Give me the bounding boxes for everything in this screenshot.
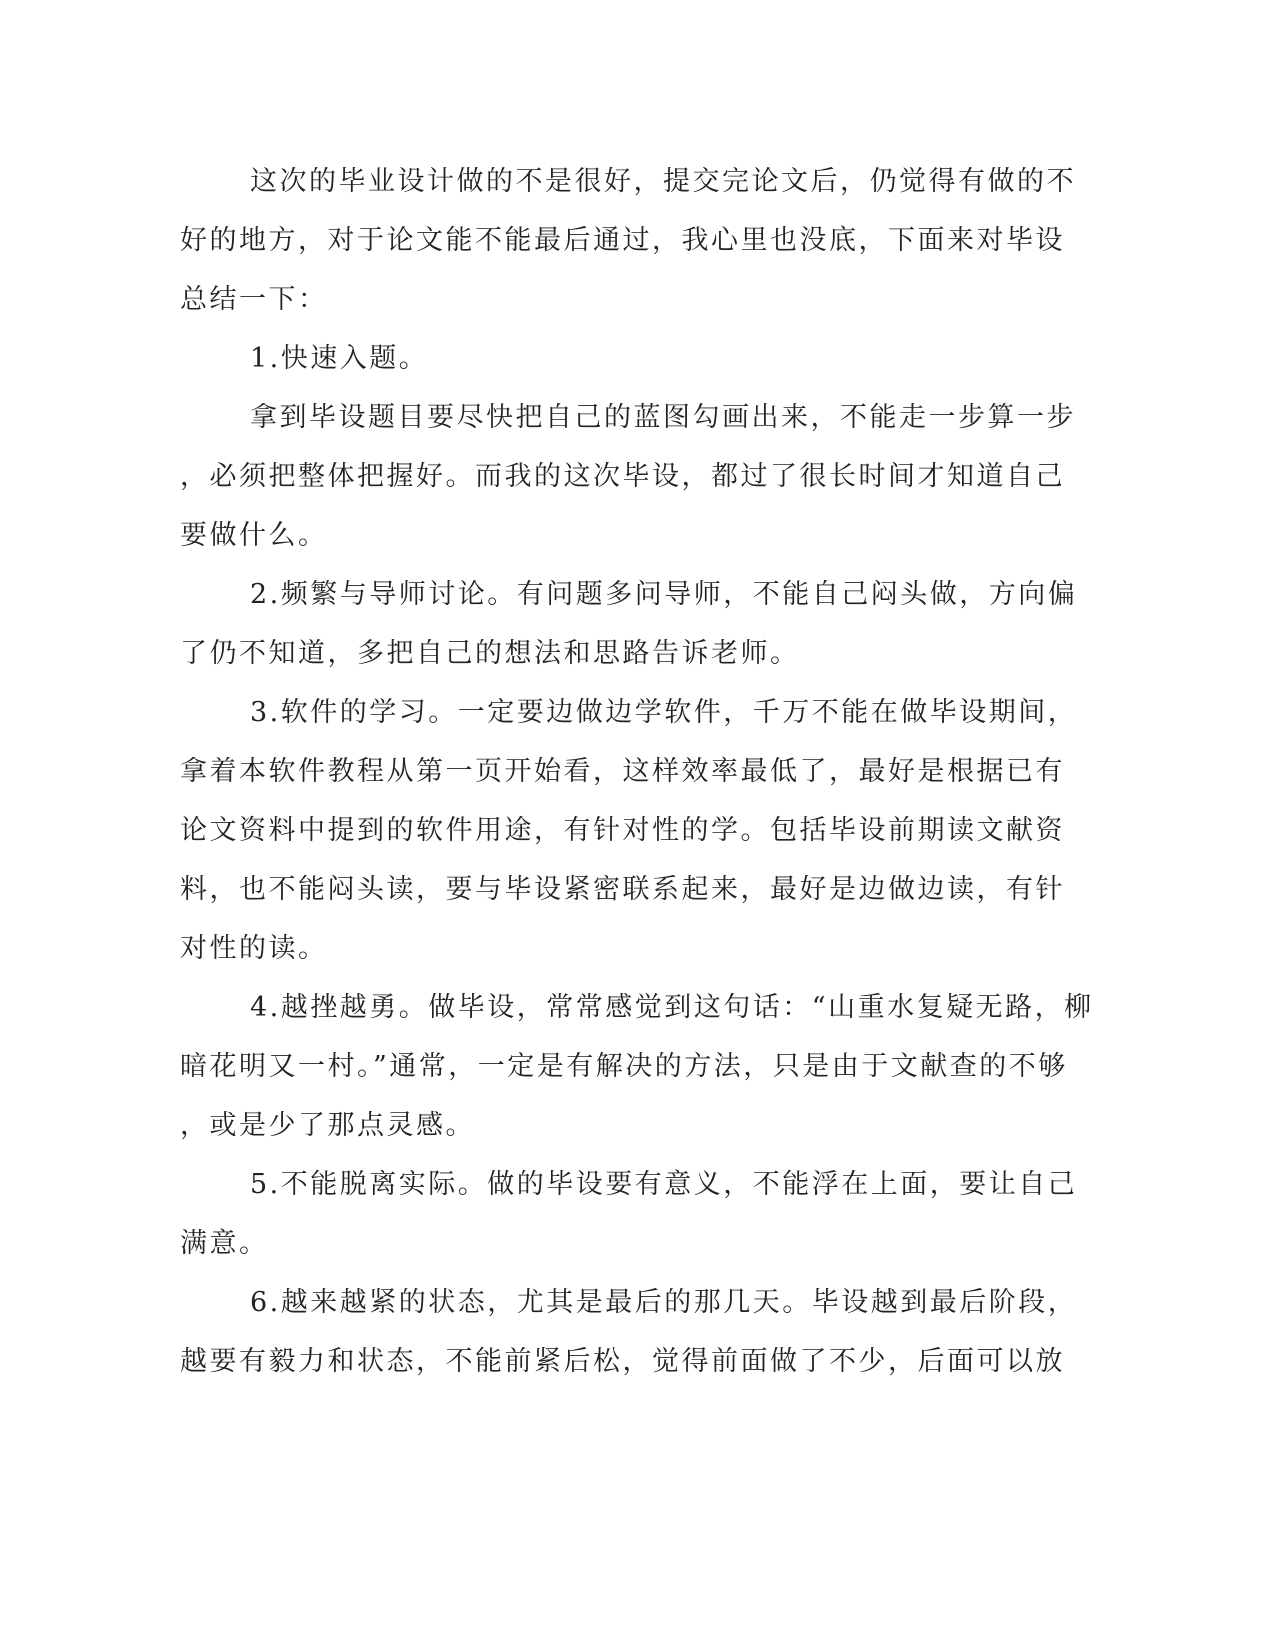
text-line: 这次的毕业设计做的不是很好，提交完论文后，仍觉得有做的不 bbox=[250, 166, 1076, 197]
text-line: ，或是少了那点灵感。 bbox=[180, 1110, 475, 1141]
text-line: 要做什么。 bbox=[180, 520, 328, 551]
list-item-heading: 6.越来越紧的状态，尤其是最后的那几天。毕设越到最后阶段， bbox=[250, 1287, 1078, 1318]
list-item-heading: 2.频繁与导师讨论。有问题多问导师，不能自己闷头做，方向偏 bbox=[250, 579, 1078, 610]
list-item-heading: 5.不能脱离实际。做的毕设要有意义，不能浮在上面，要让自己 bbox=[250, 1169, 1078, 1200]
text-line: 满意。 bbox=[180, 1228, 269, 1259]
list-item-heading: 3.软件的学习。一定要边做边学软件，千万不能在做毕设期间， bbox=[250, 697, 1078, 728]
text-line: 对性的读。 bbox=[180, 933, 328, 964]
list-item-heading: 1.快速入题。 bbox=[250, 343, 429, 374]
list-item-heading: 4.越挫越勇。做毕设，常常感觉到这句话：“山重水复疑无路，柳 bbox=[250, 992, 1094, 1023]
text-line: 拿到毕设题目要尽快把自己的蓝图勾画出来，不能走一步算一步 bbox=[250, 402, 1076, 433]
text-line: 了仍不知道，多把自己的想法和思路告诉老师。 bbox=[180, 638, 800, 669]
text-line: 暗花明又一村。”通常，一定是有解决的方法，只是由于文献查的不够 bbox=[180, 1051, 1068, 1082]
text-line: 论文资料中提到的软件用途，有针对性的学。包括毕设前期读文献资 bbox=[180, 815, 1065, 846]
text-line: 料，也不能闷头读，要与毕设紧密联系起来，最好是边做边读，有针 bbox=[180, 874, 1065, 905]
text-line: 越要有毅力和状态，不能前紧后松，觉得前面做了不少，后面可以放 bbox=[180, 1346, 1065, 1377]
text-line: 拿着本软件教程从第一页开始看，这样效率最低了，最好是根据已有 bbox=[180, 756, 1065, 787]
text-line: ，必须把整体把握好。而我的这次毕设，都过了很长时间才知道自己 bbox=[180, 461, 1065, 492]
text-line: 总结一下： bbox=[180, 284, 328, 315]
text-line: 好的地方，对于论文能不能最后通过，我心里也没底，下面来对毕设 bbox=[180, 225, 1065, 256]
